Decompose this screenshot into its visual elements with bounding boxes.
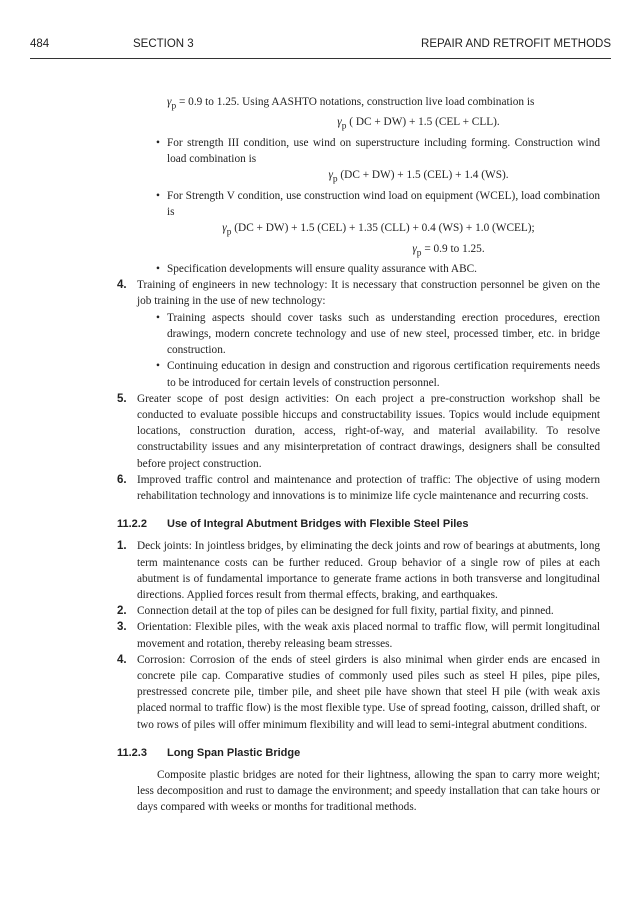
page-number: 484 [30, 38, 50, 50]
equation-text: = 0.9 to 1.25. [424, 242, 485, 255]
gamma-symbol: γ [328, 169, 333, 182]
equation-text: ( DC + DW) + 1.5 (CEL + CLL). [349, 116, 500, 129]
subscript-p: p [171, 101, 177, 112]
numbered-item [117, 603, 600, 619]
item-text: Orientation: Flexible piles, with the weak axis placed normal to traffic flow, will permit longitudinal movement and rotation, thereby releasing beam stresses. [137, 621, 600, 650]
item-number: 6. [117, 473, 127, 486]
bullet-text: Continuing education in design and construction and rigorous certification requirements needs to be introduced for certain levels of construction personnel. [167, 360, 600, 389]
bullet-item [137, 310, 600, 359]
subscript-p: p [341, 121, 347, 132]
bullet-icon: • [156, 189, 160, 202]
equation-2 [137, 167, 600, 187]
gamma-symbol: γ [337, 116, 342, 129]
item-number: 4. [117, 653, 127, 666]
section-heading [117, 516, 600, 532]
text-line: = 0.9 to 1.25. Using AASHTO notations, construction live load combination is [178, 96, 535, 108]
section-number: 11.2.3 [117, 746, 147, 759]
numbered-item [117, 619, 600, 651]
equation-4 [137, 241, 600, 261]
item-text: Greater scope of post design activities: On each project a pre-construction workshop shall be conducted to evaluate possible hiccups and constructability issues. Topics would include equipment locations, construction duration, access, right-of-way, and material availability. To resolve constructability issues and any misinterpretation of contract drawings, designers shall be consulted before project construction. [137, 392, 600, 470]
bullet-item [137, 261, 600, 277]
bullet-icon: • [156, 311, 160, 324]
item-text: Training of engineers in new technology: It is necessary that construction personnel be given on the job training in the use of new technology: [137, 279, 600, 308]
bullet-text: Training aspects should cover tasks such as understanding erection procedures, erection drawings, modern concrete technology and use of new steel, processed timber, etc. in bridge construction. [167, 311, 600, 357]
bullet-item [137, 135, 600, 167]
item-number: 3. [117, 621, 127, 634]
load-factor-line [167, 94, 600, 114]
running-header [30, 38, 611, 56]
bullet-icon: • [156, 136, 160, 149]
section-title: Long Span Plastic Bridge [167, 746, 301, 759]
subscript-p: p [332, 174, 338, 185]
section-heading [117, 745, 600, 761]
item-number: 5. [117, 392, 127, 405]
item-text: Corrosion: Corrosion of the ends of steel girders is also minimal when girder ends are encased in concrete pile cap. Comparative studies of commonly used piles such as steel H piles, pipe piles, prestressed concrete pile, timber pile, and sheet pile have shown that steel H pile (with weak axis placed normal to traffic flow) is the most flexible type. Use of spread footing, caisson, drilled shaft, or two rows of piles will offer minimum flexibility and will lead to semi-integral abutment conditions. [137, 653, 600, 731]
section-label: SECTION 3 [133, 38, 194, 50]
equation-text: (DC + DW) + 1.5 (CEL) + 1.35 (CLL) + 0.4 (WS) + 1.0 (WCEL); [234, 222, 535, 235]
item-number: 2. [117, 605, 127, 618]
bullet-text: Specification developments will ensure quality assurance with ABC. [167, 263, 477, 276]
item-text: Deck joints: In jointless bridges, by eliminating the deck joints and row of bearings at abutments, long term maintenance costs can be further reduced. Group behavior of a single row of piles at each abutment is of fundamental importance to generate frame actions in both transverse and longitudinal directions. Applied forces result from thermal effects, braking, and earthquakes. [137, 540, 600, 601]
bullet-icon: • [156, 360, 160, 373]
gamma-symbol: γ [222, 222, 227, 235]
subscript-p: p [416, 247, 422, 258]
item-text: Connection detail at the top of piles can be designed for full fixity, partial fixity, and pinned. [137, 605, 554, 618]
item-number: 1. [117, 540, 127, 553]
header-rule [30, 58, 611, 59]
equation-1 [137, 114, 600, 134]
body-paragraph: Composite plastic bridges are noted for their lightness, allowing the span to carry more weight; less decomposition and rust to damage the environment; and speedy installation that can take hours or days compared with weeks or months for traditional methods. [137, 768, 600, 814]
bullet-item [137, 188, 600, 220]
bullet-text: For strength III condition, use wind on superstructure including forming. Construction wind load combination is [167, 136, 600, 166]
item-number: 4. [117, 279, 127, 292]
gamma-symbol: γ [412, 242, 417, 255]
subscript-p: p [226, 227, 232, 238]
numbered-item [117, 277, 600, 390]
equation-3 [137, 220, 600, 240]
running-title: REPAIR AND RETROFIT METHODS [421, 38, 611, 50]
numbered-item [117, 538, 600, 603]
section-number: 11.2.2 [117, 518, 147, 531]
numbered-item [117, 391, 600, 472]
item-text: Improved traffic control and maintenance and protection of traffic: The objective of using modern rehabilitation technology and innovations is to minimize life cycle maintenance and recurring costs. [137, 473, 600, 502]
numbered-item [117, 472, 600, 504]
body-text [117, 94, 600, 816]
bullet-text: For Strength V condition, use construction wind load on equipment (WCEL), load combination is [167, 189, 600, 218]
bullet-item [137, 358, 600, 390]
numbered-item [117, 652, 600, 733]
gamma-symbol: γ [167, 96, 172, 108]
equation-text: (DC + DW) + 1.5 (CEL) + 1.4 (WS). [340, 169, 509, 182]
section-title: Use of Integral Abutment Bridges with Flexible Steel Piles [167, 518, 469, 531]
bullet-icon: • [156, 263, 160, 276]
